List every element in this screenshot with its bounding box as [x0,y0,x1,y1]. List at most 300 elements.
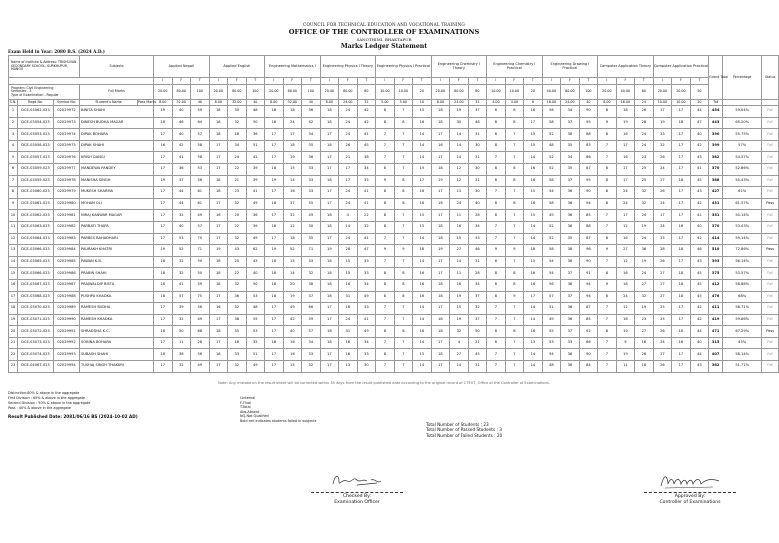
mark-cell: 17 [154,303,173,315]
table-row [9,256,779,268]
mark-cell: 38 [357,152,376,164]
mark-cell: 14 [413,233,432,245]
signature-line [644,492,736,493]
mark-cell: 14 [413,256,432,268]
mark-cell: 17 [431,129,450,141]
mark-cell: 8 [394,279,413,291]
mark-cell: 56 [191,175,210,187]
mark-cell: 7 [487,361,506,373]
mark-cell: 32 [172,256,191,268]
mark-cell: 14 [450,129,469,141]
mark-cell: 8 [598,268,617,280]
mark-cell: 7 [394,349,413,361]
mark-cell: 7 [598,303,617,315]
mark-cell: 8 [394,117,413,129]
mark-cell: 28 [191,337,210,349]
mark-cell: 17 [209,314,228,326]
subjects-label: Subjects [80,56,154,78]
marks-sub-header: I [376,78,395,85]
mark-cell: 17 [431,303,450,315]
mark-cell: 7 [598,210,617,222]
mark-cell: 9 [376,175,395,187]
grand-total-cell: 471 [709,326,723,338]
mark-cell: 32 [635,187,654,199]
mark-cell: 41 [357,129,376,141]
mark-cell: 8 [376,198,395,210]
pass-mark-cell: 40 [302,100,321,106]
mark-cell: 41 [357,198,376,210]
student-name-cell: RAMESH BUDHA [80,303,154,315]
mark-cell: 17 [431,210,450,222]
grand-total-cell: 427 [709,187,723,199]
mark-cell: 17 [431,361,450,373]
mark-cell: 41 [246,152,265,164]
serial-number-cell: 12 [9,233,18,245]
mark-cell: 27 [616,245,635,257]
mark-cell: 7 [487,187,506,199]
percentage-cell: 65.20% [723,117,762,129]
program-info-line: Type of Examination - Regular [11,92,59,97]
mark-cell: 17 [431,256,450,268]
mark-cell: 8 [505,268,524,280]
mark-cell: 18 [431,106,450,118]
mark-cell: 7 [505,349,524,361]
mark-cell: 17 [616,140,635,152]
mark-cell: 54 [542,349,561,361]
mark-cell: 94 [579,291,598,303]
mark-cell: 49 [191,361,210,373]
marks-sub-header: F [283,78,302,85]
table-row [9,314,779,326]
mark-cell: 57 [191,129,210,141]
mark-cell: 7 [598,314,617,326]
mark-cell: 16 [413,326,432,338]
status-cell: Fail [762,117,779,129]
mark-cell: 22 [228,163,247,175]
mark-cell: 57 [172,291,191,303]
mark-cell: 49 [542,210,561,222]
symbol-number-cell: 02029993 [54,349,80,361]
percentage-cell: 59.14% [723,233,762,245]
pass-mark-cell: 32.00 [283,100,302,106]
mark-cell: 90 [579,106,598,118]
mark-cell: 22 [357,210,376,222]
mark-cell: 17 [154,221,173,233]
mark-cell: 28 [468,268,487,280]
subject-header: Engineering Physics I Practical [376,56,432,78]
mark-cell: 36 [561,198,580,210]
registration-number-cell: DCE-03072-023 [18,326,54,338]
registration-number-cell: DCE-03061-023 [18,198,54,210]
mark-cell: 84 [579,361,598,373]
mark-cell: 34 [357,337,376,349]
status-cell: Fail [762,279,779,291]
mark-cell: 61 [191,198,210,210]
serial-number-cell: 10 [9,210,18,222]
mark-cell: 18 [672,291,691,303]
full-marks-label: Full Marks [80,85,154,100]
marks-sub-header: F [672,78,691,85]
symbol-number-cell: 02029989 [54,303,80,315]
mark-cell: 43 [690,361,709,373]
table-row [9,291,779,303]
mark-cell: 17 [524,117,543,129]
mark-cell: 15 [283,256,302,268]
mark-cell: 88 [579,129,598,141]
mark-cell: 52 [542,221,561,233]
full-mark-cell: 10.00 [376,85,395,100]
mark-cell: 18 [283,106,302,118]
pass-mark-cell: 40 [191,100,210,106]
registration-number-cell: DCE-03064-023 [18,233,54,245]
mark-cell: 8 [394,326,413,338]
mark-cell: 49 [191,314,210,326]
mark-cell: 14 [524,152,543,164]
mark-cell: 53 [542,337,561,349]
mark-cell: 16 [616,129,635,141]
mark-cell: 17 [339,163,358,175]
registration-number-cell: DCE-03074-023 [18,349,54,361]
mark-cell: 37 [302,291,321,303]
mark-cell: 52 [542,233,561,245]
mark-cell: 85 [579,314,598,326]
office-name: OFFICE OF THE CONTROLLER OF EXAMINATIONS [288,28,480,36]
pass-mark-cell: 8 [524,100,543,106]
mark-cell: 44 [690,106,709,118]
mark-cell: 7 [394,106,413,118]
mark-cell: 14 [524,303,543,315]
table-row [9,187,779,199]
mark-cell: 11 [616,361,635,373]
mark-cell: 16 [283,187,302,199]
status-cell: Fail [762,291,779,303]
mark-cell: 17 [154,361,173,373]
mark-cell: 18 [209,349,228,361]
mark-cell: 17 [320,187,339,199]
mark-cell: 24 [653,221,672,233]
mark-cell: 27 [653,279,672,291]
mark-cell: 25 [635,175,654,187]
document-title: Marks Ledger Statement [340,43,428,50]
full-mark-cell: 80.00 [228,85,247,100]
mark-cell: 7 [394,140,413,152]
mark-cell: 8 [487,279,506,291]
mark-cell: 16 [635,337,654,349]
mark-cell: 42 [283,314,302,326]
subject-header: Computer Application Theory [598,56,654,78]
symbol-number-cell: 02029987 [54,279,80,291]
mark-cell: 30 [468,163,487,175]
mark-cell: 8 [598,106,617,118]
mark-cell: 17 [265,361,284,373]
mark-cell: 58 [542,245,561,257]
mark-cell: 14 [450,361,469,373]
mark-cell: 9 [487,245,506,257]
marks-sub-header: F [616,78,635,85]
student-name-cell: PARBATI THAPA [80,221,154,233]
student-name-cell: DIPAK SHAHI [80,140,154,152]
mark-cell: 7 [487,221,506,233]
table-row [9,349,779,361]
mark-cell: 11 [172,337,191,349]
mark-cell: 56 [191,349,210,361]
mark-cell: 19 [450,106,469,118]
mark-cell: 25 [228,256,247,268]
pass-mark-cell: 16.00 [616,100,635,106]
mark-cell: 35 [246,337,265,349]
table-row [9,117,779,129]
subject-header: Engineering Chemistry I Theory [431,56,487,78]
mark-cell: 17 [320,233,339,245]
serial-number-cell: 4 [9,140,18,152]
mark-cell: 18 [431,221,450,233]
table-row [9,268,779,280]
registration-number-cell: DCE-03067-023 [18,279,54,291]
table-row [9,129,779,141]
mark-cell: 71 [302,245,321,257]
mark-cell: 41 [357,187,376,199]
mark-cell: 18 [320,117,339,129]
mark-cell: 36 [561,361,580,373]
mark-cell: 42 [690,233,709,245]
mark-cell: 13 [524,337,543,349]
mark-cell: 88 [579,221,598,233]
checked-by-label: Checked By: [342,494,372,499]
mark-cell: 18 [320,140,339,152]
marks-sub-header: I [154,78,173,85]
mark-cell: 32 [302,268,321,280]
symbol-number-cell: 02029990 [54,314,80,326]
status-cell: Fail [762,337,779,349]
mark-cell: 45 [468,349,487,361]
mark-cell: 7 [505,152,524,164]
marks-sub-header: F [172,78,191,85]
mark-cell: 18 [320,337,339,349]
mark-cell: 24 [339,314,358,326]
mark-cell: 8 [487,268,506,280]
grand-total-cell: 390 [709,129,723,141]
mark-cell: 59 [191,106,210,118]
table-row [9,303,779,315]
mark-cell: 49 [246,198,265,210]
mark-cell: 41 [246,187,265,199]
registration-number-cell: DCE-03059-023 [18,175,54,187]
mark-cell: 16 [524,198,543,210]
mark-cell: 9 [376,245,395,257]
mark-cell: 17 [672,314,691,326]
student-name-cell: DIPAK BOHARA [80,129,154,141]
mark-cell: 50 [246,279,265,291]
table-row [9,175,779,187]
mark-cell: 41 [172,152,191,164]
status-cell: Fail [762,233,779,245]
full-mark-cell: 20.00 [154,85,173,100]
mark-cell: 35 [228,326,247,338]
mark-cell: 8 [598,175,617,187]
percentage-cell: 53.43% [723,221,762,233]
mark-cell: 18 [154,291,173,303]
mark-cell: 40 [690,221,709,233]
mark-cell: 19 [450,314,469,326]
mark-cell: 33 [302,187,321,199]
mark-cell: 7 [394,314,413,326]
mark-cell: 7 [598,337,617,349]
symbol-number-cell: 02029972 [54,106,80,118]
marks-sub-header: I [209,78,228,85]
published-date: Result Published Date: 2081/06/16 BS (2024-10-02 AD) [8,414,138,419]
mark-cell: 24 [283,117,302,129]
mark-cell: 15 [524,129,543,141]
mark-cell: 17 [672,106,691,118]
mark-cell: 37 [561,175,580,187]
marks-ledger-table [8,55,779,373]
mark-cell: 17 [672,349,691,361]
marks-sub-header: F [450,78,469,85]
symbol-number-cell: 02029992 [54,337,80,349]
grand-total-cell: 412 [709,279,723,291]
mark-cell: 31 [468,361,487,373]
mark-cell: 17 [283,129,302,141]
mark-cell: 33 [468,233,487,245]
mark-cell: 43 [228,245,247,257]
mark-cell: 19 [616,117,635,129]
grand-total-cell: 393 [709,256,723,268]
mark-cell: 17 [431,187,450,199]
mark-cell: 33 [357,268,376,280]
mark-cell: 17 [320,361,339,373]
result-statistics [426,422,502,438]
mark-cell: 33 [302,163,321,175]
table-row [9,245,779,257]
mark-cell: 17 [265,349,284,361]
mark-cell: 7 [376,303,395,315]
status-cell: Fail [762,361,779,373]
full-mark-cell: 10.00 [487,85,506,100]
mark-cell: 70 [191,233,210,245]
mark-cell: 34 [561,152,580,164]
approved-by-label: Approved By: [674,494,706,499]
mark-cell: 18 [616,106,635,118]
mark-cell: 14 [283,175,302,187]
mark-cell: 18 [209,129,228,141]
full-mark-cell: 80 [468,85,487,100]
mark-cell: 8 [487,163,506,175]
mark-cell: 8 [487,326,506,338]
percentage-cell: 53.57% [723,268,762,280]
mark-cell: 32 [468,303,487,315]
mark-cell: 18 [524,245,543,257]
grand-total-cell: 431 [709,198,723,210]
mark-cell: 24 [339,198,358,210]
grand-total-cell: 443 [709,117,723,129]
serial-number-cell: 13 [9,245,18,257]
full-mark-cell: 50 [690,85,709,100]
mark-cell: 39 [246,175,265,187]
mark-cell: 45 [690,268,709,280]
mark-cell: 24 [339,233,358,245]
marks-sub-header: F [394,78,413,85]
mark-cell: 8 [376,279,395,291]
mark-cell: 42 [357,117,376,129]
mark-cell: 46 [172,117,191,129]
mark-cell: 26 [635,106,654,118]
mark-cell: 7 [487,233,506,245]
mark-cell: 22 [653,140,672,152]
mark-cell: 14 [450,140,469,152]
mark-cell: 7 [376,233,395,245]
handwritten-signature-approved [655,472,725,490]
symbol-number-cell: 02029973 [54,117,80,129]
mark-cell: 19 [616,349,635,361]
mark-cell: 17 [672,361,691,373]
mark-cell: 34 [468,221,487,233]
mark-cell: 16 [283,349,302,361]
marks-sub-header: T [246,78,265,85]
status-cell: Fail [762,129,779,141]
status-cell: Fail [762,163,779,175]
mark-cell: 9 [598,117,617,129]
mark-cell: 36 [561,221,580,233]
mark-cell: 18 [320,279,339,291]
serial-number-cell: 8 [9,187,18,199]
mark-cell: 32 [172,268,191,280]
mark-cell: 96 [579,245,598,257]
mark-cell: 17 [672,233,691,245]
mark-cell: 49 [357,291,376,303]
mark-cell: 17 [265,140,284,152]
mark-cell: 17 [616,175,635,187]
mark-cell: 26 [653,187,672,199]
mark-cell: 23 [228,187,247,199]
pass-mark-cell: 24.00 [450,100,469,106]
student-name-cell: BINITA SHAHI [80,106,154,118]
mark-cell: 8 [598,326,617,338]
mark-cell: 44 [172,187,191,199]
full-mark-cell: 20.00 [672,85,691,100]
mark-cell: 8 [505,326,524,338]
mark-cell: 18 [265,221,284,233]
mark-cell: 7 [505,140,524,152]
mark-cell: 18 [209,326,228,338]
grand-total-cell: 454 [709,106,723,118]
mark-cell: 7 [598,152,617,164]
mark-cell: 36 [246,129,265,141]
mark-cell: 8 [376,349,395,361]
grand-total-header: Grand Total [709,56,723,100]
mark-cell: 14 [413,303,432,315]
mark-cell: 57 [302,326,321,338]
mark-cell: 7 [505,361,524,373]
mark-cell: 7 [505,129,524,141]
mark-cell: 47 [357,245,376,257]
student-name-cell: SHRADDHA K.C. [80,326,154,338]
mark-cell: 36 [172,163,191,175]
pass-mark-cell: 10 [413,100,432,106]
registration-number-cell: DCE-03060-023 [18,187,54,199]
symbol-number-cell: 02029984 [54,245,80,257]
mark-cell: 17 [209,140,228,152]
mark-cell: 17 [154,233,173,245]
serial-number-cell: 9 [9,198,18,210]
mark-cell: 86 [579,152,598,164]
full-mark-cell: 20.00 [653,85,672,100]
mark-cell: 32 [228,117,247,129]
grand-total-cell: 407 [709,349,723,361]
mark-cell: 35 [561,140,580,152]
full-mark-cell: 20.00 [598,85,617,100]
mark-cell: 16 [339,279,358,291]
mark-cell: 37 [561,291,580,303]
